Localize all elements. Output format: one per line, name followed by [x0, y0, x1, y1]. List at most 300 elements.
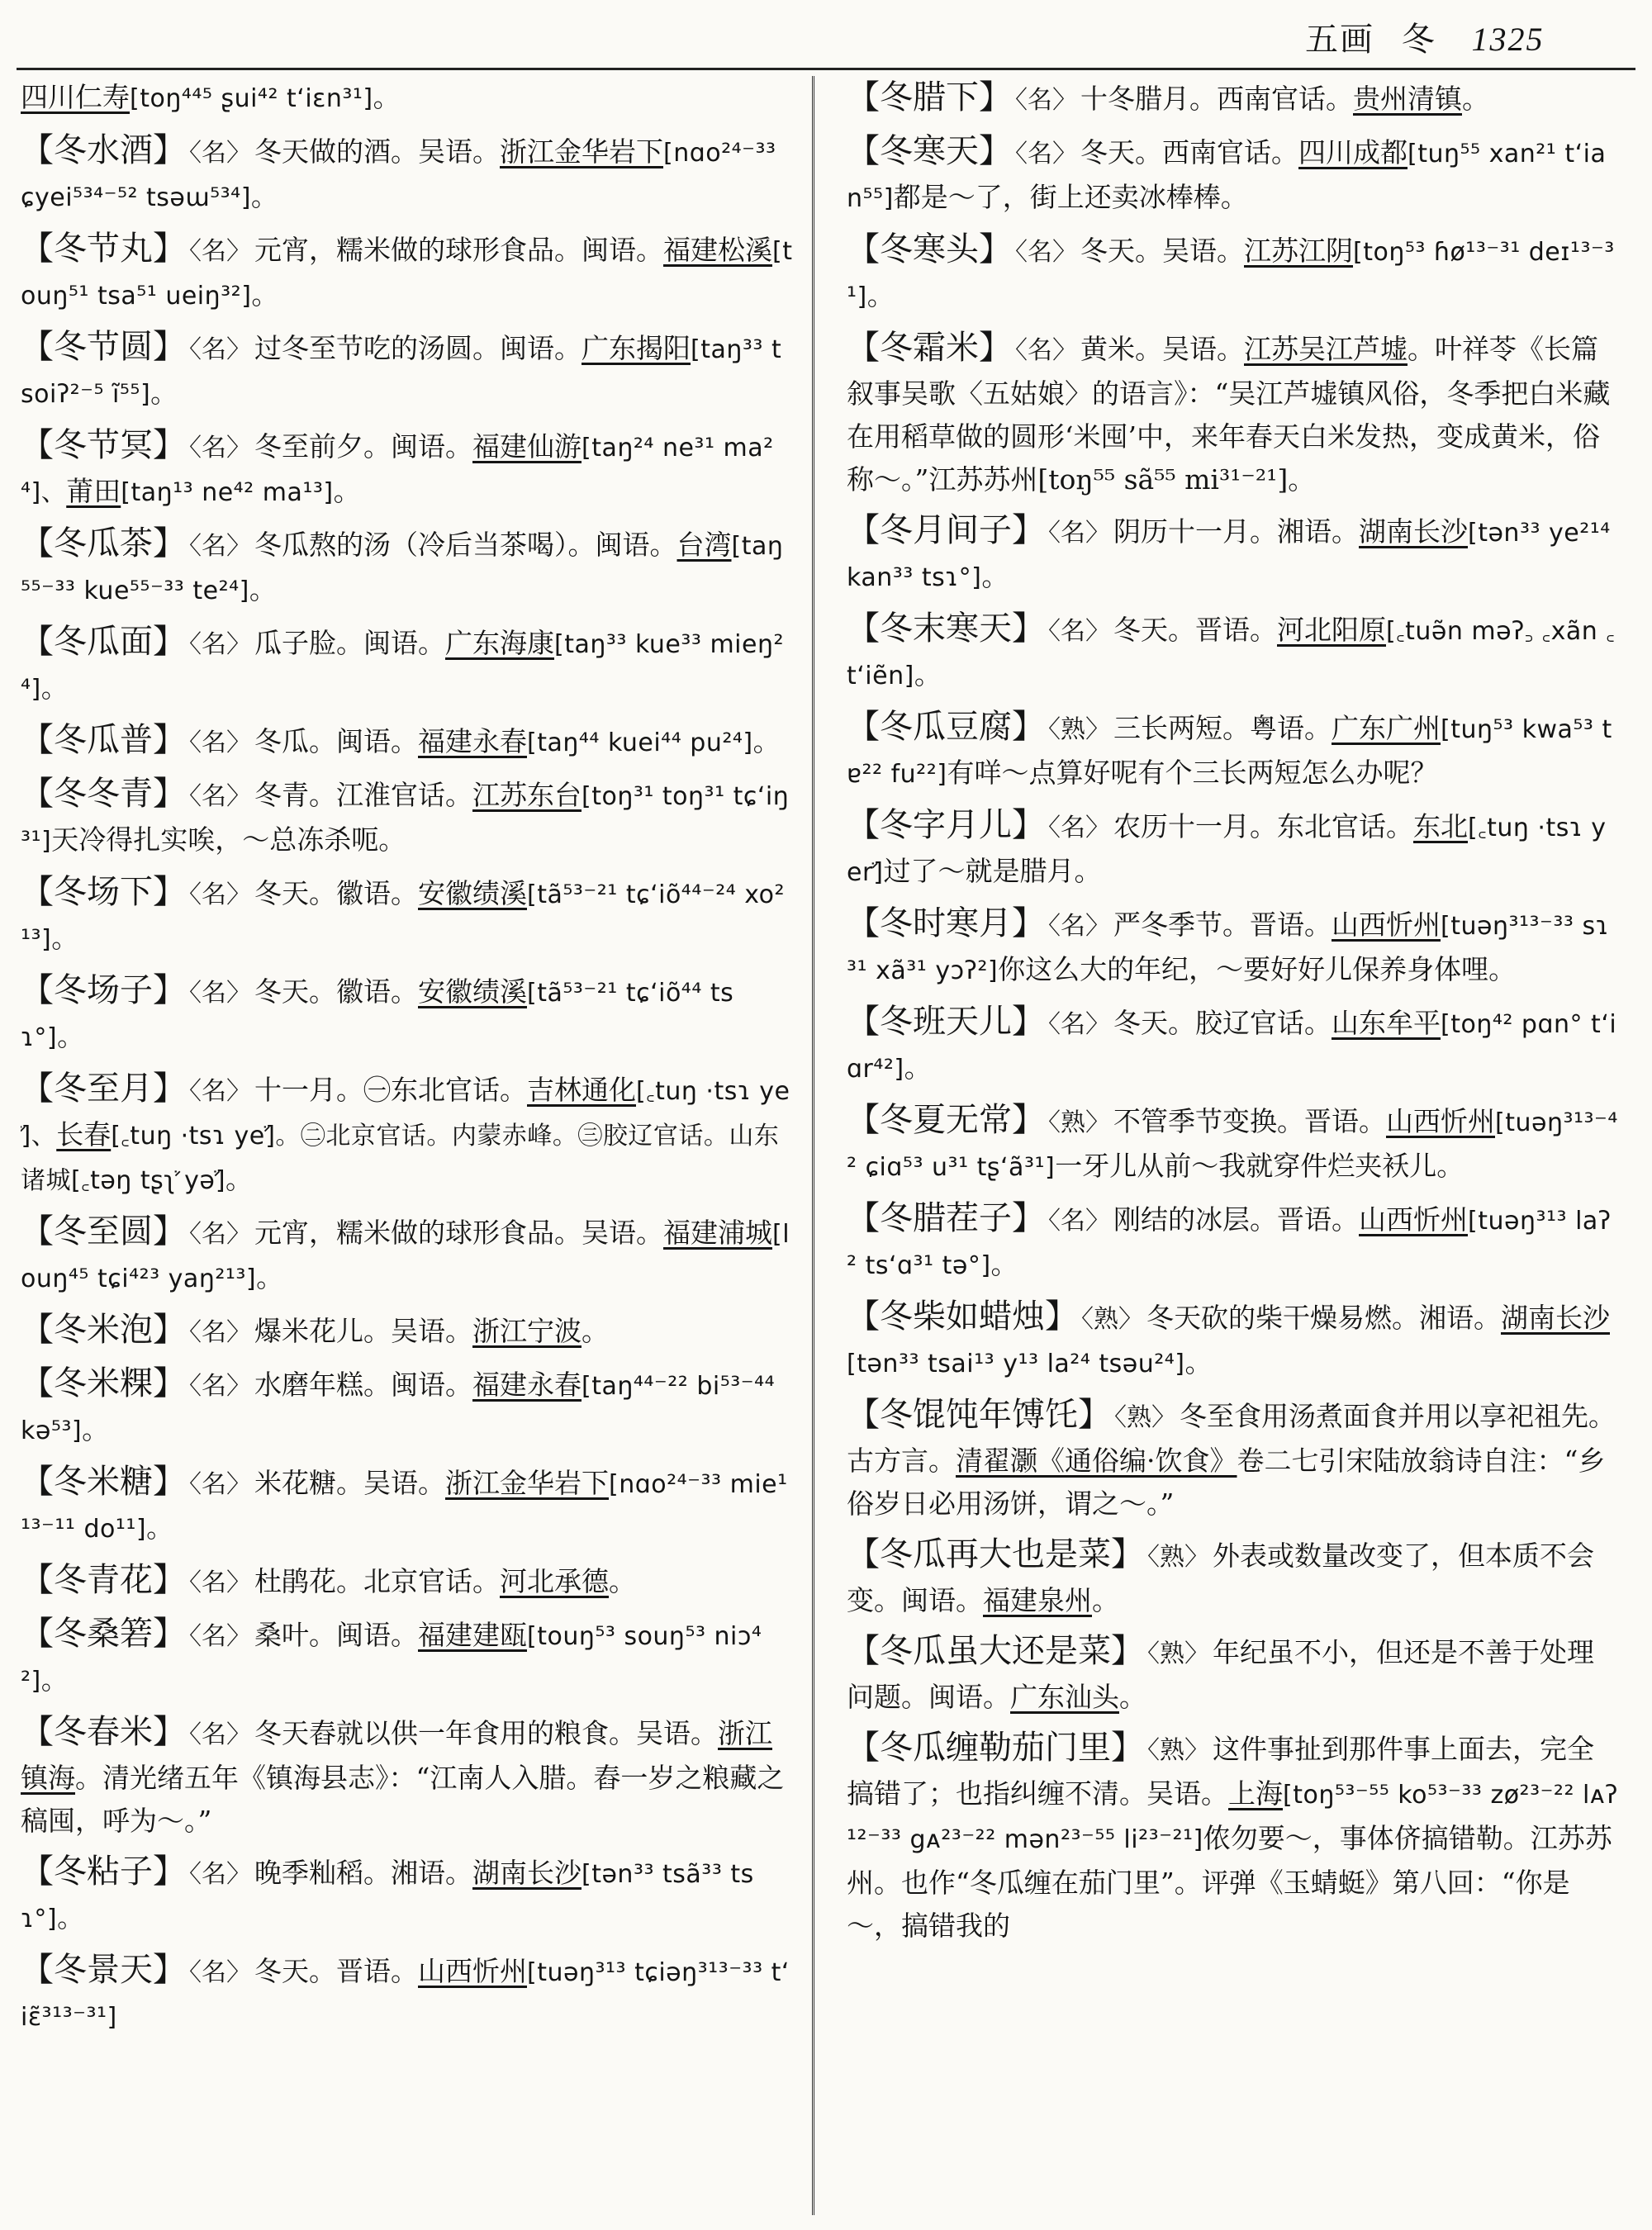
left-bracket: 【 [21, 775, 54, 813]
dictionary-entry [21, 227, 793, 318]
headword: 冬月间子 [880, 511, 1012, 549]
header-section: 五画 [1305, 21, 1374, 59]
phonetic-transcription: [touŋ⁵¹ tsa⁵¹ ueiŋ³²] [21, 237, 793, 311]
headword: 冬冬青 [54, 775, 153, 813]
definition: 三长两短。粤语。 [1113, 712, 1332, 744]
headword: 冬米粿 [54, 1364, 153, 1402]
part-of-speech: 〈名〉 [189, 139, 251, 168]
part-of-speech: 〈名〉 [1015, 140, 1077, 168]
dictionary-entry [21, 1067, 793, 1203]
right-bracket: 】 [153, 1364, 186, 1402]
right-bracket: 】 [979, 78, 1012, 116]
dialect-location: 莆田 [66, 475, 121, 507]
definition: 黄米。吴语。 [1080, 333, 1244, 365]
left-bracket: 【 [847, 1632, 880, 1670]
phonetic-transcription: [taŋ³³ kue³³ mieŋ²⁴] [21, 630, 785, 704]
dialect-location: 东北 [1413, 810, 1468, 842]
left-bracket: 【 [847, 1396, 880, 1434]
left-bracket: 【 [21, 1070, 54, 1108]
dictionary-entry [847, 1295, 1619, 1386]
right-column [847, 76, 1619, 2215]
definition: 爆米花儿。吴语。 [254, 1315, 472, 1347]
right-bracket: 】 [153, 775, 186, 813]
right-bracket: 】 [153, 426, 186, 464]
example-text: 。 [752, 725, 781, 757]
definition: 冬天做的酒。吴语。 [254, 135, 500, 168]
definition: 冬至前夕。闽语。 [254, 430, 472, 463]
left-bracket: 【 [21, 1951, 54, 1989]
phonetic-transcription: [꜀tuŋ ·tsɿ yeꜘ]。㊁北京官话。内蒙赤峰。㊂胶辽官话。山东诸城[꜀təŋ tʂʅꜘ yəꜘ] [21, 1122, 780, 1195]
dialect-location: 台湾 [676, 529, 732, 561]
dialect-location: 江苏东台 [472, 779, 582, 811]
dictionary-entry [847, 804, 1619, 894]
part-of-speech: 〈名〉 [189, 335, 251, 364]
definition: 冬天。胶辽官话。 [1113, 1007, 1332, 1039]
right-bracket: 】 [1111, 1632, 1144, 1670]
dictionary-entry [847, 705, 1619, 796]
dictionary-entry [21, 1210, 793, 1301]
left-bracket: 【 [847, 1101, 880, 1139]
example-text: 。 [1184, 1346, 1213, 1378]
dialect-location: 江苏江阴 [1244, 235, 1353, 267]
part-of-speech: 〈名〉 [1015, 336, 1077, 365]
left-bracket: 【 [847, 1535, 880, 1573]
phonetic-transcription: [tuŋ⁵³ kwa⁵³ tɐ²² fu²²] [847, 715, 1612, 789]
dialect-location: 广东汕头 [1010, 1681, 1119, 1713]
headword: 冬粘子 [54, 1853, 153, 1891]
part-of-speech: 〈熟〉 [1048, 1108, 1110, 1137]
phonetic-transcription: [toŋ⁵³⁻⁵⁵ ko⁵³⁻³³ zø²³⁻²² lᴀʔ¹²⁻³³ gᴀ²³⁻²² mən²³⁻⁵⁵ li²³⁻²¹] [847, 1781, 1618, 1854]
left-bracket: 【 [21, 623, 54, 661]
definition: 晚季籼稻。湘语。 [254, 1857, 472, 1889]
page-number: 1325 [1471, 21, 1545, 58]
right-bracket: 】 [153, 1713, 186, 1751]
dialect-location: 长春 [56, 1118, 112, 1151]
dialect-location: 福建泉州 [983, 1584, 1092, 1616]
phonetic-transcription: [taŋ⁵⁵⁻³³ kue⁵⁵⁻³³ te²⁴] [21, 532, 784, 605]
dictionary-entry [847, 607, 1619, 698]
part-of-speech: 〈名〉 [189, 979, 251, 1008]
left-bracket: 【 [21, 1615, 54, 1653]
definition: 冬天。吴语。 [1080, 235, 1244, 267]
headword: 冬节冥 [54, 426, 153, 464]
left-bracket: 【 [21, 328, 54, 366]
headword: 冬米糖 [54, 1463, 153, 1501]
definition: 冬天。晋语。 [254, 1955, 418, 1987]
left-bracket: 【 [21, 230, 54, 268]
part-of-speech: 〈名〉 [1048, 1207, 1110, 1236]
dictionary-entry [21, 1948, 793, 2039]
dialect-location: 福建浦城 [663, 1217, 772, 1249]
example-text: 。 [256, 1261, 284, 1293]
definition: 冬青。江淮官话。 [254, 779, 472, 811]
dictionary-entry [21, 969, 793, 1060]
part-of-speech: 〈名〉 [189, 1220, 251, 1249]
part-of-speech: 〈名〉 [189, 237, 251, 266]
dictionary-entry [21, 1460, 793, 1551]
dictionary-entry [847, 1726, 1619, 1948]
definition: 过冬至节吃的汤圆。闽语。 [254, 332, 582, 364]
headword: 冬瓜虽大还是菜 [880, 1632, 1111, 1670]
headword: 冬节圆 [54, 328, 153, 366]
header-rule [17, 68, 1635, 70]
left-bracket: 【 [21, 426, 54, 464]
headword: 冬字月儿 [880, 806, 1012, 844]
left-bracket: 【 [847, 1003, 880, 1041]
dialect-location: 广东海康 [445, 627, 554, 659]
dictionary-entry [21, 522, 793, 613]
example-text: 。 [40, 1663, 69, 1696]
dialect-location: 山西忻州 [1332, 909, 1441, 941]
part-of-speech: 〈名〉 [1048, 912, 1110, 941]
part-of-speech: 〈名〉 [189, 630, 251, 659]
example-text: 。 [866, 279, 895, 311]
definition: 冬天。徽语。 [254, 877, 418, 909]
phonetic-transcription: [louŋ⁴⁵ tɕi⁴²³ yaŋ²¹³] [21, 1220, 790, 1293]
part-of-speech: 〈名〉 [189, 1720, 251, 1749]
headword: 冬节丸 [54, 230, 153, 268]
definition: 年纪虽不小，但还是不善于处理问题。闽语。 [847, 1636, 1594, 1713]
dialect-location: 浙江镇海 [21, 1717, 772, 1794]
right-bracket: 】 [153, 873, 186, 911]
phonetic-transcription: [tuəŋ³¹³ tɕiəŋ³¹³⁻³³ tʻiɛ̃³¹³⁻³¹] [21, 1958, 790, 2032]
header-character: 冬 [1401, 21, 1436, 59]
headword: 冬瓜缠勒茄门里 [880, 1729, 1111, 1767]
phonetic-transcription: [taŋ⁴⁴ kuei⁴⁴ pu²⁴] [527, 728, 753, 757]
definition: 十冬腊月。西南官话。 [1080, 83, 1353, 115]
example-text: 。叶祥苓《长篇叙事吴歌〈五姑娘〉的语言》：“吴江芦墟镇风俗，冬季把白米藏在用稻草做的圆形‘米囤’中，来年春天白米发热，变成黄米，俗称～。”江苏苏州[toŋ⁵⁵ sã⁵⁵ mi³¹⁻²¹]。 [847, 333, 1611, 496]
dictionary-entry [847, 1197, 1619, 1288]
headword: 冬末寒天 [880, 610, 1012, 648]
headword: 冬班天儿 [880, 1003, 1012, 1041]
example-text: 。 [582, 1315, 609, 1347]
part-of-speech: 〈熟〉 [1147, 1543, 1209, 1572]
headword: 冬至圆 [54, 1212, 153, 1250]
dictionary-entry [847, 1533, 1619, 1622]
left-bracket: 【 [847, 511, 880, 549]
definition: 阴历十一月。湘语。 [1113, 515, 1359, 548]
dictionary-entry [21, 1559, 793, 1605]
phonetic-transcription: [꜀tuŋ ·tsɿ yeꜘ]、 [21, 1077, 790, 1151]
part-of-speech: 〈名〉 [189, 434, 251, 463]
definition: 外表或数量改变了，但本质不会变。闽语。 [847, 1540, 1594, 1616]
right-bracket: 】 [1012, 1003, 1045, 1041]
dialect-location: 湖南长沙 [472, 1857, 582, 1889]
dialect-location: 浙江金华岩下 [500, 135, 663, 168]
running-header [1305, 15, 1619, 64]
right-bracket: 】 [979, 230, 1012, 268]
part-of-speech: 〈名〉 [1048, 814, 1110, 842]
dialect-location: 山西忻州 [418, 1955, 527, 1987]
dialect-location: 广东广州 [1332, 712, 1441, 744]
phonetic-transcription: [taŋ¹³ ne⁴² ma¹³] [121, 478, 334, 507]
headword: 冬瓜面 [54, 623, 153, 661]
example-text: 。 [1119, 1681, 1146, 1713]
right-bracket: 】 [153, 131, 186, 169]
definition: 元宵，糯米做的球形食品。吴语。 [254, 1217, 663, 1249]
left-bracket: 【 [21, 721, 54, 759]
example-text: 。 [914, 658, 942, 690]
dialect-location: 福建建瓯 [418, 1619, 527, 1651]
example-text: 一牙儿从前～我就穿件烂夹袄儿。 [1055, 1150, 1464, 1182]
right-bracket: 】 [153, 1561, 186, 1599]
phonetic-transcription: [toŋ⁴² pɑn° tʻiɑr⁴²] [847, 1010, 1617, 1084]
headword: 冬水酒 [54, 131, 153, 169]
right-bracket: 】 [153, 971, 186, 1009]
dictionary-entry [21, 1362, 793, 1453]
headword: 冬景天 [54, 1951, 153, 1989]
example-text: 有咩～点算好呢有个三长两短怎么办呢？ [947, 757, 1438, 789]
definition: 十一月。㊀东北官话。 [254, 1074, 527, 1106]
left-bracket: 【 [21, 524, 54, 562]
dialect-location: 湖南长沙 [1501, 1302, 1610, 1334]
phonetic-transcription: [tən³³ ye²¹⁴ kan³³ tsɿ°] [847, 519, 1611, 592]
headword: 冬至月 [54, 1070, 153, 1108]
dialect-location: 四川成都 [1298, 136, 1408, 168]
definition: 冬瓜。闽语。 [254, 725, 418, 757]
dialect-location: 福建永春 [418, 725, 527, 757]
phonetic-transcription: [nɑo²⁴⁻³³ mie¹¹³⁻¹¹ do¹¹] [21, 1470, 788, 1544]
example-text: 。 [609, 1565, 636, 1597]
phonetic-transcription: [꜀tuə̃n məʔ꜆ ꜀xãn ꜀tʻiẽn] [847, 617, 1616, 690]
left-bracket: 【 [847, 78, 880, 116]
phonetic-transcription: [toŋ⁴⁴⁵ ʂui⁴² tʻiɛn³¹] [130, 84, 373, 113]
definition: 桑叶。闽语。 [254, 1619, 418, 1651]
phonetic-transcription: [toŋ³¹ toŋ³¹ tɕʻiŋ³¹] [21, 782, 790, 856]
example-text: 。 [990, 1248, 1018, 1280]
example-text: 过了～就是腊月。 [883, 855, 1102, 887]
definition: 米花糖。吴语。 [254, 1467, 445, 1499]
example-text: 。 [51, 922, 79, 954]
right-bracket: 】 [1111, 1729, 1144, 1767]
headword: 冬瓜茶 [54, 524, 153, 562]
definition: 杜鹃花。北京官话。 [254, 1565, 500, 1597]
dialect-location: 安徽绩溪 [418, 877, 527, 909]
dictionary-entry [21, 129, 793, 220]
dictionary-entry [21, 772, 793, 863]
dictionary-entry [21, 1612, 793, 1703]
part-of-speech: 〈名〉 [189, 1958, 251, 1987]
headword: 冬霜米 [880, 329, 979, 367]
dictionary-entry [21, 1850, 793, 1941]
example-text: 天冷得扎实唉，～总冻杀呃。 [51, 823, 406, 856]
right-bracket: 】 [1012, 806, 1045, 844]
phonetic-transcription: [nɑo²⁴⁻³³ ɕyei⁵³⁴⁻⁵² tsəɯ⁵³⁴] [21, 139, 776, 212]
left-bracket: 【 [21, 1311, 54, 1349]
dialect-location: 广东揭阳 [582, 332, 691, 364]
phonetic-transcription: [toŋ⁵³ ɦø¹³⁻³¹ deɪ¹³⁻³¹] [847, 238, 1615, 311]
dialect-location: 福建仙游 [472, 430, 582, 463]
phonetic-transcription: [tuəŋ³¹³⁻³³ sɿ³¹ xã³¹ yɔʔ²] [847, 912, 1609, 985]
headword: 冬场子 [54, 971, 153, 1009]
dialect-location: 贵州清镇 [1353, 83, 1462, 115]
dictionary-entry [847, 228, 1619, 319]
example-text: 。 [250, 180, 278, 212]
dialect-location: 浙江宁波 [472, 1315, 582, 1347]
example-text: 你这么大的年纪，～要好好儿保养身体哩。 [998, 953, 1517, 985]
example-text: 。 [150, 377, 178, 409]
phonetic-transcription: [tã⁵³⁻²¹ tɕʻiõ⁴⁴⁻²⁴ xo²¹³] [21, 880, 785, 954]
left-bracket: 【 [21, 131, 54, 169]
definition: 这件事扯到那件事上面去，完全搞错了；也指纠缠不清。吴语。 [847, 1733, 1594, 1810]
right-bracket: 】 [1012, 610, 1045, 648]
dictionary-entry [21, 1710, 793, 1843]
left-column [21, 76, 793, 2215]
left-bracket: 【 [21, 1212, 54, 1250]
part-of-speech: 〈名〉 [1015, 86, 1077, 115]
headword: 冬春米 [54, 1713, 153, 1751]
dialect-location: 河北阳原 [1277, 614, 1386, 646]
part-of-speech: 〈名〉 [1048, 519, 1110, 548]
left-bracket: 【 [847, 610, 880, 648]
part-of-speech: 〈名〉 [189, 1077, 251, 1106]
example-text: 。 [333, 475, 361, 507]
definition: 严冬季节。晋语。 [1113, 909, 1332, 941]
example-text: 。 [146, 1511, 174, 1544]
headword: 冬时寒月 [880, 904, 1012, 942]
definition: 冬天砍的柴干燥易燃。湘语。 [1146, 1302, 1501, 1334]
part-of-speech: 〈名〉 [1015, 238, 1077, 267]
part-of-speech: 〈名〉 [189, 1860, 251, 1889]
headword: 冬米泡 [54, 1311, 153, 1349]
dialect-location: 浙江金华岩下 [445, 1467, 609, 1499]
example-text: 。 [904, 1051, 932, 1084]
left-bracket: 【 [21, 971, 54, 1009]
dictionary-entry [847, 1630, 1619, 1719]
right-bracket: 】 [153, 1951, 186, 1989]
right-bracket: 】 [1045, 1298, 1078, 1336]
example-text: 。 [373, 81, 401, 113]
headword: 冬瓜豆腐 [880, 708, 1012, 746]
part-of-speech: 〈名〉 [1048, 617, 1110, 646]
dictionary-entry [21, 424, 793, 515]
left-bracket: 【 [21, 1364, 54, 1402]
example-text: 侬勿要～，事体侪搞错勒。江苏苏州。也作“冬瓜缠在茄门里”。评弹《玉蜻蜓》第八回：“你是～，搞错我的 [847, 1822, 1612, 1942]
right-bracket: 】 [1111, 1535, 1144, 1573]
headword: 冬腊茬子 [880, 1199, 1012, 1237]
dialect-location: 河北承德 [500, 1565, 609, 1597]
dictionary-entry [847, 1000, 1619, 1091]
left-bracket: 【 [847, 806, 880, 844]
definition: 瓜子脸。闽语。 [254, 627, 445, 659]
example-text: 。 [57, 1901, 85, 1933]
part-of-speech: 〈名〉 [189, 728, 251, 757]
dialect-location: 山西忻州 [1359, 1203, 1468, 1236]
definition: 冬天。徽语。 [254, 975, 418, 1008]
dictionary-entry [21, 719, 793, 765]
definition: 元宵，糯米做的球形食品。闽语。 [254, 234, 663, 266]
left-bracket: 【 [21, 873, 54, 911]
part-of-speech: 〈熟〉 [1048, 715, 1110, 744]
dictionary-entry [21, 871, 793, 961]
dialect-location: 湖南长沙 [1359, 515, 1468, 548]
dialect-location: 清翟灏《通俗编·饮食》 [956, 1445, 1237, 1477]
definition: 刚结的冰层。晋语。 [1113, 1203, 1359, 1236]
example-text: 。 [251, 278, 279, 311]
headword: 冬腊下 [880, 78, 979, 116]
part-of-speech: 〈熟〉 [1081, 1305, 1143, 1334]
dictionary-entry [847, 76, 1619, 122]
right-bracket: 】 [1012, 708, 1045, 746]
phonetic-transcription: [taŋ⁴⁴⁻²² bi⁵³⁻⁴⁴ kə⁵³] [21, 1372, 776, 1445]
headword: 冬桑箬 [54, 1615, 153, 1653]
right-bracket: 】 [153, 524, 186, 562]
phonetic-transcription: [tuəŋ³¹³ laʔ² tsʻɑ³¹ tə°] [847, 1207, 1612, 1280]
left-bracket: 【 [21, 1853, 54, 1891]
dictionary-entry [21, 1308, 793, 1355]
headword: 冬瓜再大也是菜 [880, 1535, 1111, 1573]
definition: 冬天。晋语。 [1113, 614, 1277, 646]
right-bracket: 】 [153, 623, 186, 661]
dialect-location: 福建永春 [472, 1369, 582, 1401]
phonetic-transcription: [tən³³ tsai¹³ y¹³ la²⁴ tsəu²⁴] [847, 1350, 1185, 1378]
right-bracket: 】 [153, 1212, 186, 1250]
dialect-location: 山东牟平 [1332, 1007, 1441, 1039]
dictionary-entry [847, 326, 1619, 501]
left-bracket: 【 [21, 1713, 54, 1751]
headword: 冬馄饨年馎饦 [880, 1396, 1078, 1434]
part-of-speech: 〈名〉 [189, 1568, 251, 1597]
part-of-speech: 〈名〉 [189, 1372, 251, 1401]
phonetic-transcription: [tã⁵³⁻²¹ tɕʻiõ⁴⁴ tsɿ°] [21, 979, 734, 1052]
right-bracket: 】 [1012, 1199, 1045, 1237]
right-bracket: 】 [1012, 511, 1045, 549]
headword: 冬瓜普 [54, 721, 153, 759]
part-of-speech: 〈名〉 [189, 1622, 251, 1651]
dialect-location: 福建松溪 [663, 234, 772, 266]
definition: 不管季节变换。晋语。 [1113, 1105, 1386, 1137]
headword: 冬场下 [54, 873, 153, 911]
left-bracket: 【 [21, 1463, 54, 1501]
phonetic-transcription: [꜀tuŋ ·tsɿ yerꜘ] [847, 814, 1607, 887]
definition: 冬天舂就以供一年食用的粮食。吴语。 [254, 1717, 718, 1749]
definition: 冬至食用汤煮面食并用以享祀祖先。古方言。 [847, 1400, 1616, 1477]
example-text: 都是～了，街上还卖冰棒棒。 [893, 181, 1248, 213]
example-text: 。 [225, 1163, 254, 1195]
left-bracket: 【 [21, 1561, 54, 1599]
left-bracket: 【 [847, 230, 880, 268]
part-of-speech: 〈熟〉 [1114, 1403, 1176, 1432]
part-of-speech: 〈名〉 [189, 782, 251, 811]
definition: 水磨年糕。闽语。 [254, 1369, 472, 1401]
dictionary-entry [21, 325, 793, 416]
headword: 冬寒头 [880, 230, 979, 268]
example-text: 。 [1462, 83, 1489, 115]
phonetic-transcription: [tuəŋ³¹³⁻⁴² ɕiɑ⁵³ u³¹ tʂʻã³¹] [847, 1108, 1618, 1182]
left-bracket: 【 [847, 1298, 880, 1336]
part-of-speech: 〈熟〉 [1147, 1736, 1209, 1765]
right-bracket: 】 [153, 1463, 186, 1501]
example-text: 。 [57, 1020, 85, 1052]
dialect-location: 吉林通化 [527, 1074, 636, 1106]
dialect-location: 安徽绩溪 [418, 975, 527, 1008]
right-bracket: 】 [979, 329, 1012, 367]
example-text: 。 [981, 560, 1009, 592]
left-bracket: 【 [847, 1729, 880, 1767]
right-bracket: 】 [153, 1853, 186, 1891]
part-of-speech: 〈名〉 [189, 532, 251, 561]
entry-continuation [21, 76, 793, 121]
example-text: 。 [249, 573, 277, 605]
column-divider [812, 76, 817, 2215]
example-text: 。 [1092, 1584, 1119, 1616]
right-bracket: 】 [153, 1070, 186, 1108]
dictionary-entry [847, 902, 1619, 993]
part-of-speech: 〈熟〉 [1147, 1639, 1209, 1668]
right-bracket: 】 [153, 721, 186, 759]
part-of-speech: 〈名〉 [189, 1470, 251, 1499]
dialect-location: 江苏吴江芦墟 [1244, 333, 1408, 365]
